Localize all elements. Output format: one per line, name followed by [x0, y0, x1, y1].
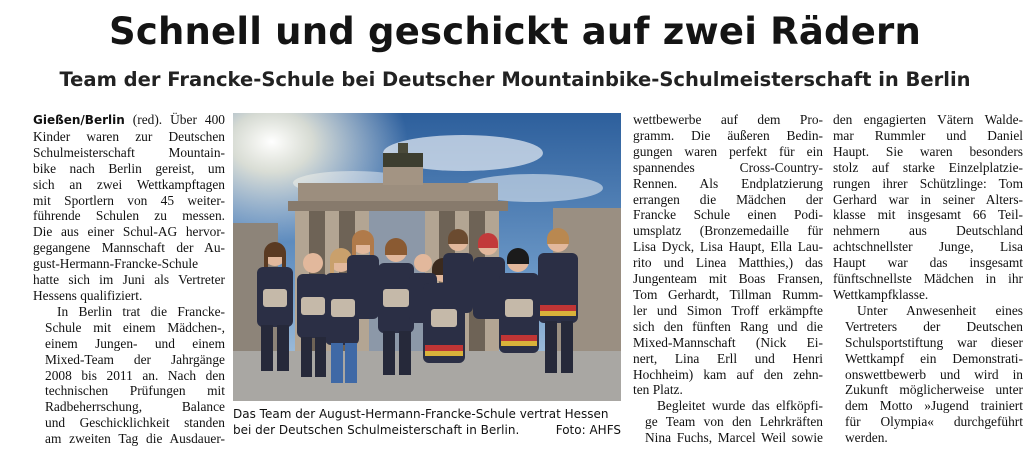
text-line: spannendes Cross-Country- [633, 159, 823, 175]
text-line: mar Rummler und Daniel [833, 127, 1023, 143]
subheadline: Team der Francke-Schule bei Deutscher Mountainbike-Schulmeisterschaft in Berlin [59, 68, 971, 91]
caption-line-1: Das Team der August-Hermann-Francke-Schule vertrat Hessen [233, 407, 609, 421]
text-line: sich den fünften Rang und die [633, 318, 823, 334]
text-line: Mixed-Mannschaft (Nick Ei- [633, 334, 823, 350]
headline: Schnell und geschickt auf zwei Rädern [108, 10, 921, 53]
text-line: gungen waren perfekt für ein [633, 143, 823, 159]
text-line: Tom Gerhardt, Tillman Rumm- [633, 286, 823, 302]
text-line: Schulmeisterschaft Mountain- [33, 144, 225, 160]
text-line: Die aus einer Schul-AG hervor- [33, 224, 225, 240]
text-line: bike nach Berlin gereist, um [33, 160, 225, 176]
text-line: umsplatz (Bronzemedaille für [633, 223, 823, 239]
text-line: ten Platz. [633, 382, 683, 398]
photo-caption [233, 406, 621, 438]
text-line: sich an zwei Wettkampftagen [33, 176, 225, 192]
paragraph-1 [33, 112, 225, 304]
text-line: gramm. Die äußeren Bedin- [633, 127, 823, 143]
text-line: und Geschicklichkeit standen [45, 415, 225, 431]
text-line: Wettkampfklasse. [833, 286, 929, 302]
text-line: hatte sich im Juni als Vertreter [33, 272, 225, 288]
text-line: errangen die Mädchen der [633, 191, 823, 207]
article-column-1 [33, 112, 225, 447]
text-line: für Olympia« durchgeführt [845, 414, 1023, 430]
text-line: In Berlin trat die Francke- [57, 303, 225, 319]
text-line: den engagierten Vätern Walde- [833, 112, 1023, 127]
text-line: Mixed-Team der Jahrgänge [45, 351, 225, 367]
text-line: Hessens qualifiziert. [33, 287, 143, 303]
text-line: Wettkampf ein Demonstrati- [845, 350, 1023, 366]
paragraph-5 [833, 112, 1023, 303]
text-line: technischen Prüfungen mit [45, 383, 225, 399]
caption-line-2-row [233, 422, 621, 438]
dateline: Gießen/Berlin [33, 113, 125, 127]
text-line: Schulsportstiftung war dieser [845, 334, 1023, 350]
text-line: nert, Lina Erll und Henri [633, 350, 823, 366]
text-line: Kinder waren zur Deutschen [33, 128, 225, 144]
text-line: fünftschnellste Mädchen in ihr [833, 271, 1023, 287]
text-line: gegangene Mannschaft der Au- [33, 240, 225, 256]
text-line: dem Motto »Jugend trainiert [845, 398, 1023, 414]
text-line: stolz auf starke Einzelplatzie- [833, 159, 1023, 175]
text-line: 2008 bis 2011 an. Nach den [45, 367, 225, 383]
text-line: Schule mit einem Mädchen-, [45, 319, 225, 335]
text-line: am zweiten Tag die Ausdauer- [45, 431, 225, 447]
text-line: Francke Schule einen Podi- [633, 207, 823, 223]
text-line: achtschnellster Junge, Lisa [833, 239, 1023, 255]
text-line: Gießen/Berlin (red). Über 400 [33, 112, 225, 127]
text-line: Jungenteam mit Boas Fransen, [633, 271, 823, 287]
text-line: rito und Linea Matthies,) das [633, 255, 823, 271]
text-line: ler und Simon Troff erkämpfte [633, 302, 823, 318]
article-column-4 [833, 112, 1023, 446]
caption-line-2: bei der Deutschen Schulmeisterschaft in Berlin. [233, 423, 520, 437]
photo-credit: Foto: AHFS [555, 423, 621, 437]
text-line: rungen ihrer Schützlinge: Tom [833, 175, 1023, 191]
text-line: Haupt. Sie waren besonders [833, 143, 1023, 159]
text-line: Unter Anwesenheit eines [857, 302, 1023, 318]
text-line: nehmern aus Deutschland [833, 223, 1023, 239]
text-line: Rennen. Als Endplatzierung [633, 175, 823, 191]
text-line: wettbewerbe auf dem Pro- [633, 112, 823, 127]
paragraph-3 [633, 112, 823, 398]
text-line: klasse mit insgesamt 66 Teil- [833, 207, 1023, 223]
text-line: Zukunft möglicherweise unter [845, 382, 1023, 398]
paragraph-4 [633, 398, 823, 446]
team-photo [233, 113, 621, 401]
text-line: Nina Fuchs, Marcel Weil sowie [645, 430, 823, 446]
text-line: Gerhard war in seiner Alters- [833, 191, 1023, 207]
text-line: onswettbewerb und wird in [845, 366, 1023, 382]
paragraph-6 [833, 303, 1023, 446]
text-line: Begleitet wurde das elfköpfi- [657, 398, 823, 414]
text-line: Radbeherrschung, Balance [45, 399, 225, 415]
text-line: werden. [845, 430, 888, 446]
text-line: ge Team von den Lehrkräften [645, 414, 823, 430]
article-column-3 [633, 112, 823, 446]
paragraph-2 [33, 304, 225, 447]
team-photo-illustration [233, 113, 621, 401]
text-line: mit Sportlern von 45 weiter- [33, 192, 225, 208]
text-line: gust-Hermann-Francke-Schule [33, 256, 199, 272]
text-line: Vertreters der Deutschen [845, 318, 1023, 334]
text-line: einem Jungen- und einem [45, 335, 225, 351]
text-line: Haupt war das insgesamt [833, 255, 1023, 271]
text-line: Lisa Dyck, Lisa Haupt, Ella Lau- [633, 239, 823, 255]
text-line: Hochheim) kam auf den zehn- [633, 366, 823, 382]
text-line: führende Schulen zu messen. [33, 208, 225, 224]
